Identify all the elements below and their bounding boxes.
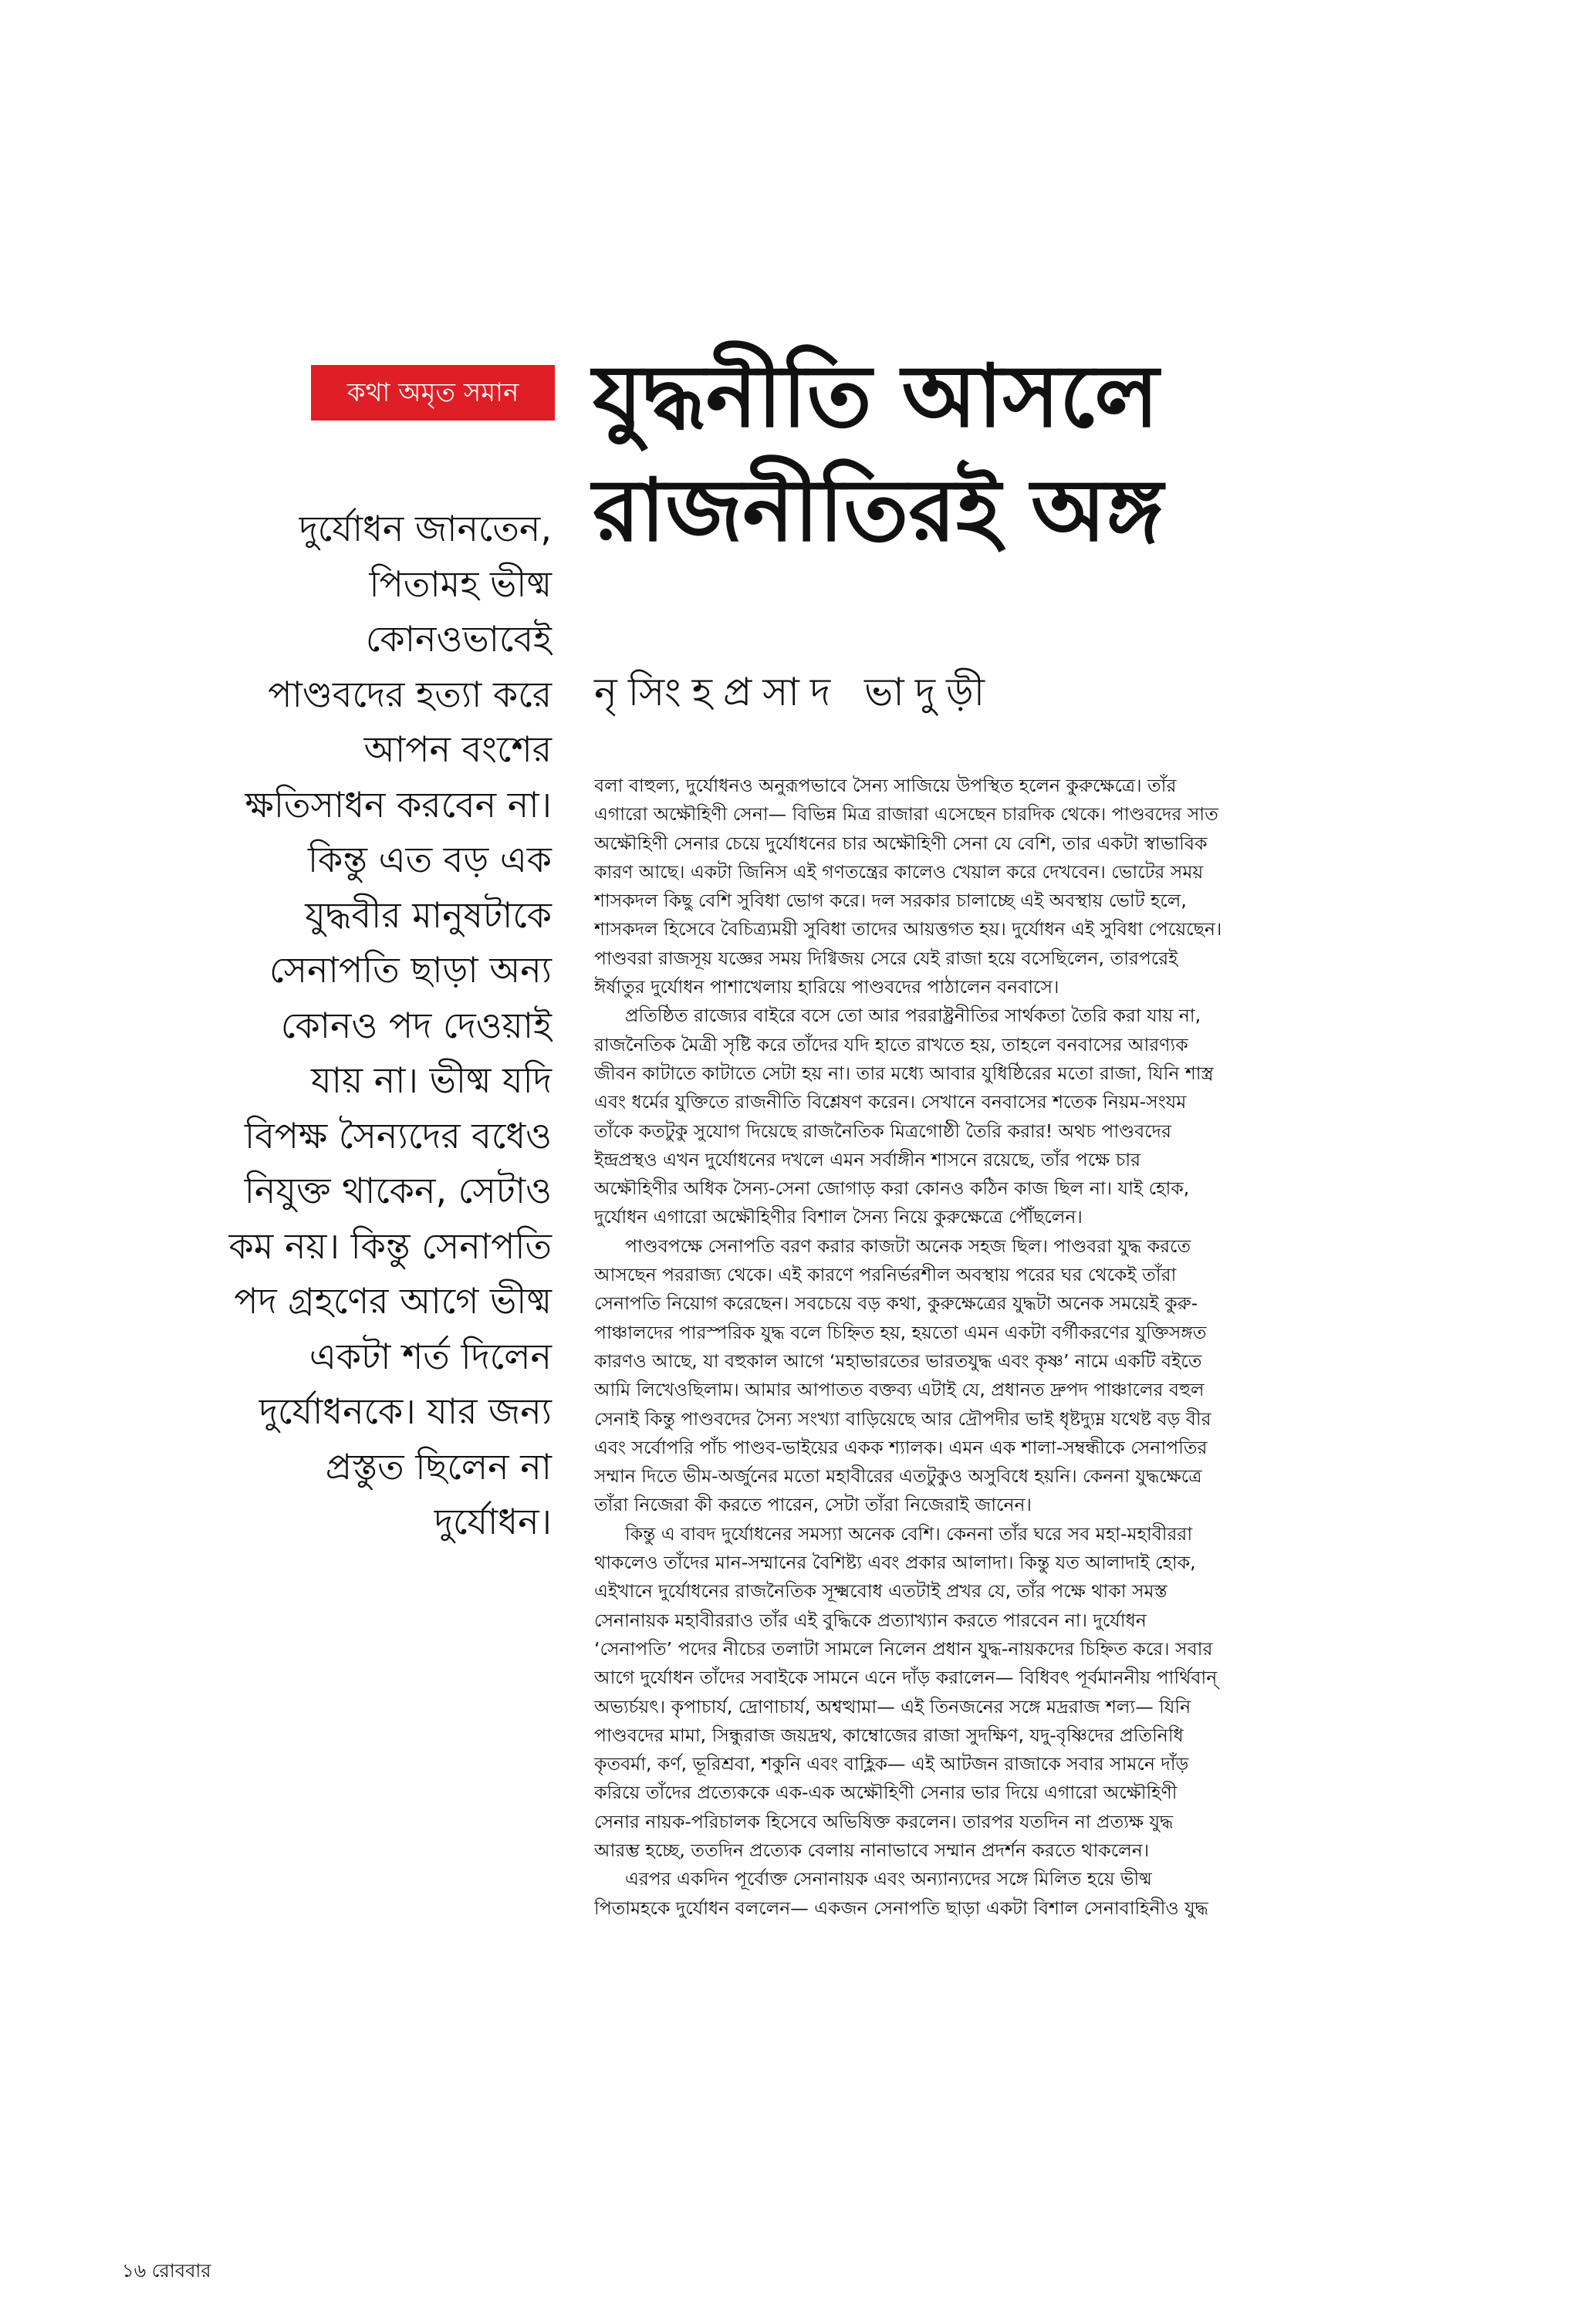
body-line: প্রতিষ্ঠিত রাজ্যের বাইরে বসে তো আর পররাষ্ট্রনীতির সার্থকতা তৈরি করা যায় না, (625, 1005, 1201, 1027)
body-line: অক্ষৌহিণীর অধিক সৈন্য-সেনা জোগাড় করা কোনও কঠিন কাজ ছিল না। যাই হোক, (594, 1177, 1190, 1200)
body-line: দুর্যোধন এগারো অক্ষৌহিণীর বিশাল সৈন্য নিয়ে কুরুক্ষেত্রে পৌঁছলেন। (594, 1206, 1083, 1228)
pullquote-line: আপন বংশের (363, 728, 552, 770)
pullquote-line: ক্ষতিসাধন করবেন না। (245, 783, 552, 826)
body-line: থাকলেও তাঁদের মান-সম্মানের বৈশিষ্ট্য এবং প্রকার আলাদা। কিন্তু যত আলাদাই হোক, (594, 1552, 1196, 1574)
pullquote-line: যায় না। ভীষ্ম যদি (311, 1059, 552, 1101)
pullquote-line: কোনও পদ দেওয়াই (280, 1004, 552, 1046)
body-line: ঈর্ষাতুর দুর্যোধন পাশাখেলায় হারিয়ে পাণ্ডবদের পাঠালেন বনবাসে। (594, 976, 1059, 998)
pullquote-line: বিপক্ষ সৈন্যদের বধেও (245, 1114, 552, 1157)
pullquote-line: কম নয়। কিন্তু সেনাপতি (228, 1224, 552, 1267)
body-line: অভ্যর্চয়ৎ। কৃপাচার্য, দ্রোণাচার্য, অশ্বত্থামা— এই তিনজনের সঙ্গে মদ্ররাজ শল্য— যিনি (594, 1695, 1191, 1718)
body-line: ইন্দ্রপ্রস্থও এখন দুর্যোধনের দখলে এমন সর্বাঙ্গীন শাসনে রয়েছে, তাঁর পক্ষে চার (594, 1148, 1141, 1170)
body-line: ‘সেনাপতি’ পদের নীচের তলাটা সামলে নিলেন প্রধান যুদ্ধ-নায়কদের চিহ্নিত করে। সবার (594, 1637, 1213, 1660)
body-line: সম্মান দিতে ভীম-অর্জুনের মতো মহাবীরের এতটুকুও অসুবিধে হয়নি। কেননা যুদ্ধক্ষেত্রে (594, 1465, 1202, 1488)
pullquote-line: পাণ্ডবদের হত্যা করে (268, 673, 552, 715)
body-line: তাঁকে কতটুকু সুযোগ দিয়েছে রাজনৈতিক মিত্রগোষ্ঠী তৈরি করার! অথচ পাণ্ডবদের (594, 1120, 1171, 1142)
body-line: সেনাই কিন্তু পাণ্ডবদের সৈন্য সংখ্যা বাড়িয়েছে আর দ্রৌপদীর ভাই ধৃষ্টদ্যুম্ন যথেষ্ট বড় বীর (594, 1407, 1211, 1430)
pullquote-line: কিন্তু এত বড় এক (307, 839, 552, 880)
body-line: আরম্ভ হচ্ছে, ততদিন প্রত্যেক বেলায় নানাভাবে সম্মান প্রদর্শন করতে থাকলেন। (594, 1839, 1150, 1861)
pullquote-line: দুর্যোধনকে। যার জন্য (259, 1390, 552, 1432)
pullquote-line: সেনাপতি ছাড়া অন্য (269, 949, 552, 991)
body-line: পাণ্ডবপক্ষে সেনাপতি বরণ করার কাজটা অনেক সহজ ছিল। পাণ্ডবরা যুদ্ধ করতে (625, 1235, 1191, 1257)
headline (593, 339, 1380, 568)
body-line: সেনার নায়ক-পরিচালক হিসেবে অভিষিক্ত করলেন। তারপর যতদিন না প্রত্যক্ষ যুদ্ধ (594, 1810, 1174, 1833)
body-line: শাসকদল কিছু বেশি সুবিধা ভোগ করে। দল সরকার চালাচ্ছে এই অবস্থায় ভোট হলে, (594, 890, 1187, 912)
body-line: পাণ্ডবদের মামা, সিন্ধুরাজ জয়দ্রথ, কাম্বোজের রাজা সুদক্ষিণ, যদু-বৃষ্ণিদের প্রতিনিধি (594, 1724, 1184, 1746)
headline-line: রাজনীতিরই অঙ্গ (593, 461, 1164, 561)
pullquote-line: একটা শর্ত দিলেন (309, 1335, 552, 1377)
pullquote-line: পদ গ্রহণের আগে ভীষ্ম (234, 1280, 552, 1322)
body-line: কিন্তু এ বাবদ দুর্যোধনের সমস্যা অনেক বেশি। কেননা তাঁর ঘরে সব মহা-মহাবীররা (625, 1522, 1193, 1545)
body-line: শাসকদল হিসেবে বৈচিত্র্যময়ী সুবিধা তাদের আয়ত্তগত হয়। দুর্যোধন এই সুবিধা পেয়েছেন। (594, 918, 1222, 941)
body-line: বলা বাহুল্য, দুর্যোধনও অনুরূপভাবে সৈন্য সাজিয়ে উপস্থিত হলেন কুরুক্ষেত্রে। তাঁর (594, 775, 1177, 796)
pullquote-line: দুর্যোধন। (434, 1501, 552, 1542)
body-line: অক্ষৌহিণী সেনার চেয়ে দুর্যোধনের চার অক্ষৌহিণী সেনা যে বেশি, তার একটা স্বাভাবিক (594, 832, 1208, 854)
body-line: তাঁরা নিজেরা কী করতে পারেন, সেটা তাঁরা নিজেরাই জানেন। (594, 1494, 1032, 1516)
body-line: কৃতবর্মা, কর্ণ, ভূরিশ্রবা, শকুনি এবং বাহ্লিক— এই আটজন রাজাকে সবার সামনে দাঁড় (594, 1753, 1189, 1775)
body-line: আমি লিখেওছিলাম। আমার আপাতত বক্তব্য এটাই যে, প্রধানত দ্রুপদ পাঞ্চালের বহুল (594, 1379, 1205, 1401)
body-line: পাণ্ডবরা রাজসূয় যজ্ঞের সময় দিগ্বিজয় সেরে যেই রাজা হয়ে বসেছিলেন, তারপরেই (594, 947, 1178, 969)
body-line: সেনাপতি নিয়োগ করেছেন। সবচেয়ে বড় কথা, কুরুক্ষেত্রের যুদ্ধটা অনেক সময়েই কুরু- (594, 1292, 1198, 1315)
body-line: কারণ আছে। একটা জিনিস এই গণতন্ত্রের কালেও খেয়াল করে দেখবেন। ভোটের সময় (594, 860, 1204, 883)
body-line: জীবন কাটাতে কাটাতে সেটা হয় না। তার মধ্যে আবার যুধিষ্ঠিরের মতো রাজা, যিনি শাস্ত্র (594, 1062, 1214, 1084)
article-body (594, 772, 1428, 1923)
body-line: পিতামহকে দুর্যোধন বললেন— একজন সেনাপতি ছাড়া একটা বিশাল সেনাবাহিনীও যুদ্ধ (594, 1897, 1208, 1919)
body-line: করিয়ে তাঁদের প্রত্যেককে এক-এক অক্ষৌহিণী সেনার ভার দিয়ে এগারো অক্ষৌহিণী (594, 1782, 1178, 1804)
body-line: এবং ধর্মের যুক্তিতে রাজনীতি বিশ্লেষণ করেন। সেখানে বনবাসের শতেক নিয়ম-সংযম (594, 1091, 1187, 1113)
pullquote-line: প্রস্তুত ছিলেন না (325, 1445, 552, 1488)
body-line: রাজনৈতিক মৈত্রী সৃষ্টি করে তাঁদের যদি হাতে রাখতে হয়, তাহলে বনবাসের আরণ্যক (594, 1033, 1188, 1056)
body-line: সেনানায়ক মহাবীররাও তাঁর এই বুদ্ধিকে প্রত্যাখ্যান করতে পারবেন না। দুর্যোধন (594, 1609, 1147, 1631)
body-line: পাঞ্চালদের পারস্পরিক যুদ্ধ বলে চিহ্নিত হয়, হয়তো এমন একটা বর্গীকরণের যুক্তিসঙ্গত (594, 1321, 1207, 1343)
pullquote (147, 502, 552, 1550)
body-line: কারণও আছে, যা বহুকাল আগে ‘মহাভারতের ভারতযুদ্ধ এবং কৃষ্ণ’ নামে একটি বইতে (594, 1349, 1202, 1372)
byline: নৃসিংহপ্রসাদ ভাদুড়ী (594, 670, 996, 714)
pullquote-line: কোনওভাবেই (365, 618, 552, 660)
body-line: এবং সর্বোপরি পাঁচ পাণ্ডব-ভাইয়ের একক শ্যালক। এমন এক শালা-সম্বন্ধীকে সেনাপতির (594, 1436, 1208, 1458)
body-line: এগারো অক্ষৌহিণী সেনা— বিভিন্ন মিত্র রাজারা এসেছেন চারদিক থেকে। পাণ্ডবদের সাত (594, 803, 1218, 826)
pullquote-line: যুদ্ধবীর মানুষটাকে (305, 893, 552, 936)
section-tag: কথা অমৃত সমান (311, 365, 555, 421)
body-line: এরপর একদিন পূর্বোক্ত সেনানায়ক এবং অন্যান্যদের সঙ্গে মিলিত হয়ে ভীষ্ম (625, 1868, 1152, 1890)
body-line: আগে দুর্যোধন তাঁদের সবাইকে সামনে এনে দাঁড় করালেন— বিধিবৎ পূর্বমাননীয় পার্থিবান্ (594, 1667, 1218, 1689)
pullquote-line: দুর্যোধন জানতেন, (299, 508, 552, 549)
body-line: এইখানে দুর্যোধনের রাজনৈতিক সূক্ষ্মবোধ এতটাই প্রখর যে, তাঁর পক্ষে থাকা সমস্ত (594, 1580, 1168, 1603)
body-line: আসছেন পররাজ্য থেকে। এই কারণে পরনির্ভরশীল অবস্থায় পরের ঘর থেকেই তাঁরা (594, 1264, 1177, 1286)
pullquote-line: নিযুক্ত থাকেন, সেটাও (244, 1170, 552, 1211)
page-folio: ১৬ রোববার (122, 2260, 211, 2282)
headline-line: যুদ্ধনীতি আসলে (593, 346, 1159, 447)
pullquote-line: পিতামহ ভীষ্ম (369, 562, 552, 605)
